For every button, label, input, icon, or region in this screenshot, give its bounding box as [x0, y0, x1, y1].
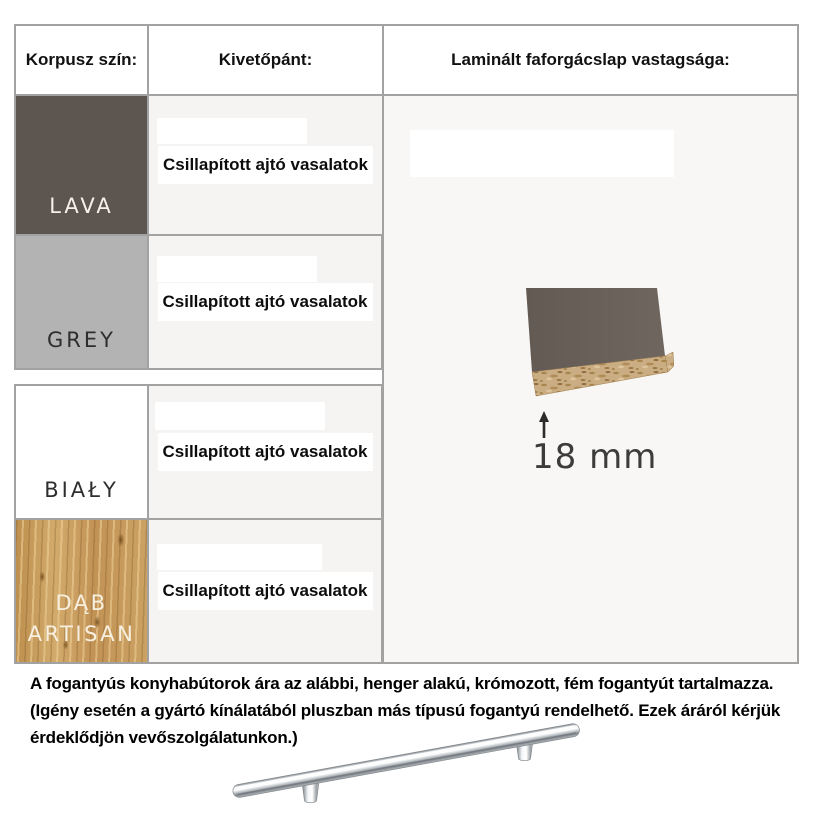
whiteout-patch: [157, 544, 322, 570]
swatch-grey: [14, 234, 149, 370]
swatch-bialy: [14, 384, 149, 520]
handle-description-line-1: A fogantyús konyhabútorok ára az alábbi, henger alakú, krómozott, fém fogantyút tartalmazza.: [30, 674, 774, 693]
swatch-lava-label: LAVA: [49, 194, 114, 218]
hinge-label-2: Csillapított ajtó vasalatok: [158, 283, 373, 321]
whiteout-patch: [157, 256, 317, 282]
up-arrow-icon: [536, 411, 552, 439]
thickness-value: 18 mm: [532, 437, 658, 477]
header-vastagsag: [382, 24, 799, 96]
whiteout-patch: [410, 130, 674, 177]
chipboard-image: [516, 286, 674, 404]
handle-description-line-3: érdeklődjön vevőszolgálatunkon.): [30, 728, 298, 747]
swatch-dab-artisan-label: DĄB ARTISAN: [27, 591, 136, 646]
thickness-cell: [382, 94, 799, 664]
header-vastagsag-label: Laminált faforgácslap vastagsága:: [451, 50, 730, 69]
chrome-handle-image: [218, 716, 598, 818]
hinge-cell-1: [147, 94, 384, 236]
hinge-label-3: Csillapított ajtó vasalatok: [158, 433, 373, 471]
hinge-label-1: Csillapított ajtó vasalatok: [158, 146, 373, 184]
handle-bar: [232, 723, 581, 799]
handle-description-line-2: (Igény esetén a gyártó kínálatából pluszban más típusú fogantyú rendelhető. Ezek áráról kérjük: [30, 701, 781, 720]
header-kivetopant: [147, 24, 384, 96]
header-kivetopant-label: Kivetőpánt:: [218, 50, 313, 69]
hinge-cell-3: [147, 384, 383, 520]
hinge-label-4: Csillapított ajtó vasalatok: [158, 572, 373, 610]
whiteout-patch: [157, 118, 307, 144]
hinge-cell-2: [147, 234, 383, 370]
hinge-cell-4: [147, 518, 383, 664]
swatch-dab-artisan: [14, 518, 149, 664]
swatch-bialy-label: BIAŁY: [44, 478, 119, 502]
whiteout-patch: [155, 402, 325, 430]
header-korpusz-szin-label: Korpusz szín:: [25, 50, 138, 69]
swatch-grey-label: GREY: [47, 328, 116, 352]
header-korpusz-szin: [14, 24, 149, 96]
swatch-lava: [14, 94, 149, 236]
